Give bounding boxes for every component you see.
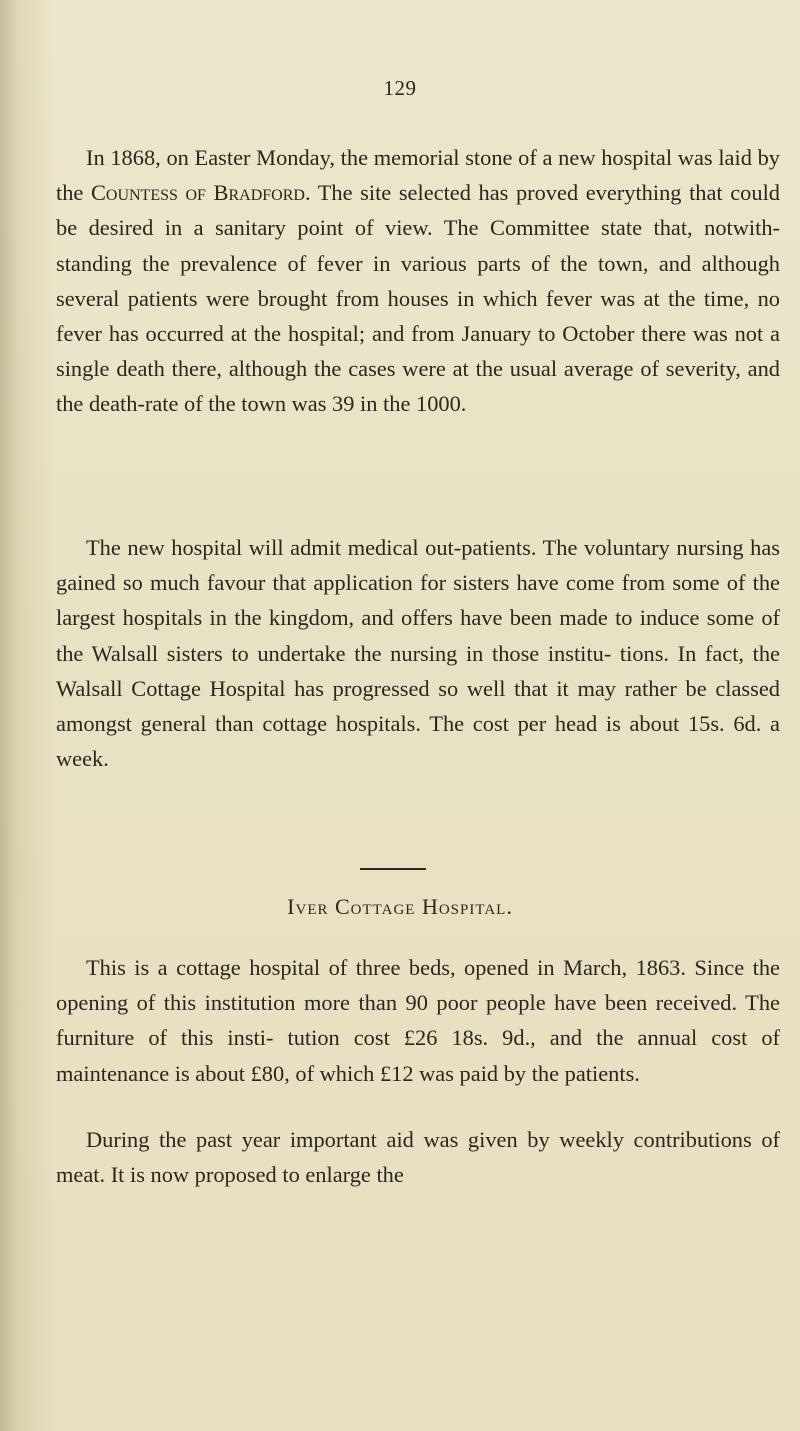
paragraph-contributions xyxy=(56,1122,780,1192)
paragraph-text: During the past year important aid was given by weekly contributions of meat. It is now proposed to enlarge the xyxy=(56,1127,780,1188)
paragraph-iver-hospital xyxy=(56,950,780,1091)
page-number: 129 xyxy=(383,76,417,100)
countess-name: Countess of Bradford xyxy=(90,180,305,206)
paragraph-text: This is a cottage hospital of three beds, opened in March, 1863. Since the opening of this institution more than 90 poor people have been received. The furniture of this insti- tution cost £26 18s. 9d., and the annual cost of maintenance is about £80, of which £12 was paid by the patients. xyxy=(56,955,780,1086)
section-divider xyxy=(360,868,426,870)
paragraph-text: The new hospital will admit medical out-patients. The voluntary nursing has gained so much favour that application for sisters have come from some of the largest hospitals in the kingdom, and offers have been made to induce some of the Walsall sisters to undertake the nursing in those institu- tions. In fact, the Walsall Cottage Hospital has progressed so well that it may rather be classed amongst general than cottage hospitals. The cost per head is about 15s. 6d. a week. xyxy=(56,535,780,772)
paragraph-text: In 1868, on Easter Monday, the memorial stone of a new hospital was laid by the xyxy=(56,145,780,206)
paragraph-nursing xyxy=(56,530,780,776)
paragraph-walsall-new-hospital xyxy=(56,140,780,422)
section-heading: Iver Cottage Hospital. xyxy=(287,894,513,919)
paragraph-text: . The site selected has proved everything that could be desired in a sanitary point of view. The Committee state that, notwith- standing the prevalence of fever in various parts of the town, and although several patients were brought from houses in which fever was at the time, no fever has occurred at the hospital; and from January to October there was not a single death there, although the cases were at the usual average of severity, and the death-rate of the town was 39 in the 1000. xyxy=(56,180,780,417)
